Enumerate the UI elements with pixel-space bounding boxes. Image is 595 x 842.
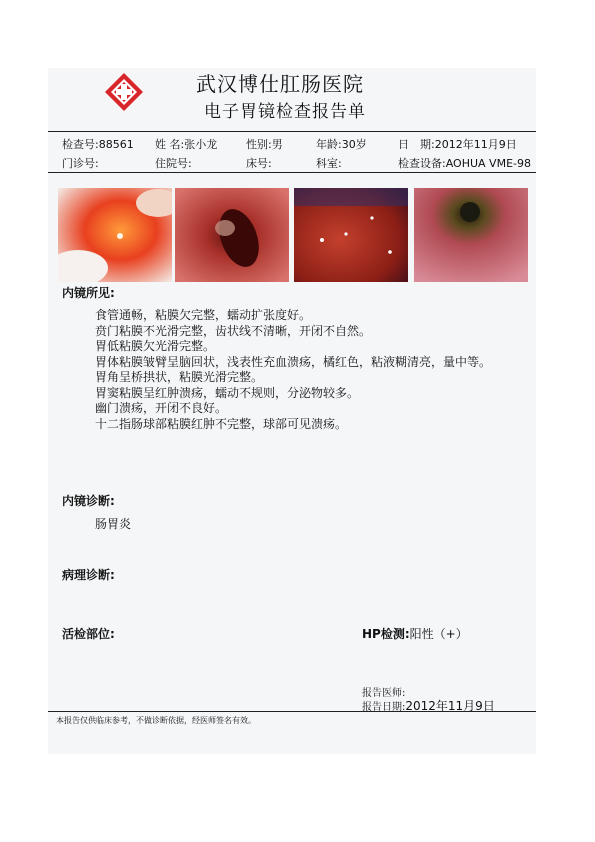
- diagnosis-value: 肠胃炎: [95, 517, 132, 531]
- exam-no-field: 检查号:88561: [62, 138, 134, 151]
- age-field: 年龄:30岁: [316, 138, 367, 151]
- findings-line: 幽门溃疡，开闭不良好。: [95, 401, 228, 415]
- findings-line: 贲门粘膜不光滑完整，齿状线不清晰，开闭不自然。: [95, 323, 372, 338]
- findings-label: 内镜所见:: [62, 286, 115, 300]
- hp-test-field: HP检测:阳性（+）: [362, 627, 468, 641]
- findings-line: 胃角呈桥拱状，粘膜光滑完整。: [95, 370, 264, 384]
- findings-line: 食管通畅，粘膜欠完整，蠕动扩张度好。: [95, 308, 312, 322]
- exam-date-field: 日 期:2012年11月9日: [398, 138, 517, 151]
- sex-field: 性别:男: [246, 138, 283, 151]
- report-date-field: 报告日期:2012年11月9日: [362, 699, 495, 713]
- endoscopy-image-3: [294, 188, 408, 282]
- endoscopy-image-2: [175, 188, 289, 282]
- hospital-logo-icon: [104, 72, 144, 112]
- report-title: 电子胃镜检查报告单: [204, 102, 366, 122]
- endoscopy-image-1: [58, 188, 172, 282]
- findings-text: [95, 308, 491, 432]
- doctor-label: 报告医师:: [362, 688, 406, 699]
- patient-name-field: 姓 名:张小龙: [155, 138, 218, 151]
- inpatient-no-field: 住院号:: [155, 157, 192, 170]
- footer-divider: [48, 711, 536, 712]
- findings-line: 十二指肠球部粘膜红肿不完整，球部可见溃疡。: [95, 416, 348, 431]
- biopsy-label: 活检部位:: [62, 627, 115, 641]
- disclaimer: 本报告仅供临床参考，不做诊断依据，经医师签名有效。: [56, 716, 256, 725]
- device-field: 检查设备:AOHUA VME-98: [398, 157, 531, 170]
- header-divider: [48, 131, 536, 132]
- findings-line: 胃低粘膜欠光滑完整。: [95, 339, 216, 353]
- hospital-name: 武汉博仕肛肠医院: [196, 72, 364, 96]
- findings-line: 胃窦粘膜呈红肿溃疡，蠕动不规则，分泌物较多。: [95, 385, 360, 400]
- bed-no-field: 床号:: [246, 157, 272, 170]
- info-divider: [48, 172, 536, 173]
- department-field: 科室:: [316, 157, 342, 170]
- diagnosis-label: 内镜诊断:: [62, 494, 115, 508]
- findings-line: 胃体粘膜皱臂呈脑回状，浅表性充血溃疡，橘红色，粘液糊清亮，量中等。: [95, 354, 492, 369]
- outpatient-no-field: 门诊号:: [62, 157, 99, 170]
- pathology-label: 病理诊断:: [62, 568, 115, 582]
- endoscopy-image-4: [414, 188, 528, 282]
